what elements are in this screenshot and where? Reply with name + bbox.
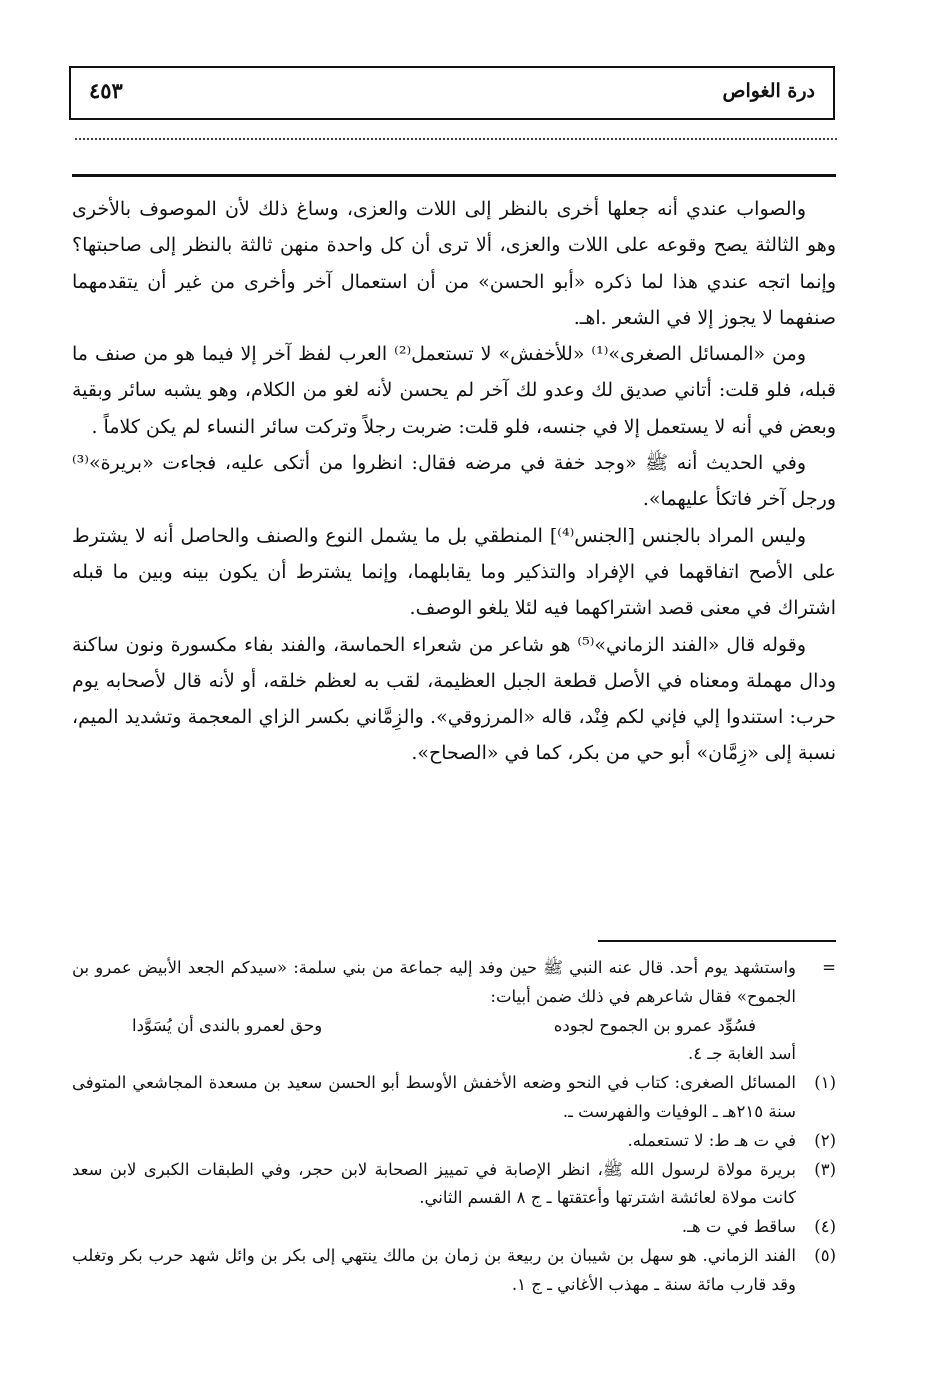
- footnote-continuation: [72, 954, 836, 1069]
- footnotes: [72, 954, 836, 1300]
- footnote-text: الفند الزماني. هو سهل بن شيبان بن ربيعة بن زمان بن مالك ينتهي إلى بكر بن وائل شهد حرب بكر وتغلب وقد قارب مائة سنة ـ مهذب الأغاني ـ ج ١.: [72, 1245, 796, 1294]
- footnote-text: بريرة مولاة لرسول الله ﷺ، انظر الإصابة في تمييز الصحابة لابن حجر، وفي الطبقات الكبرى لابن سعد كانت مولاة لعائشة اشترتها وأعتقتها ـ ج ٨ القسم الثاني.: [72, 1159, 796, 1208]
- verse: [72, 1012, 796, 1041]
- footnote-mark: (١): [814, 1073, 836, 1093]
- footnote-item: [72, 1213, 836, 1242]
- top-rule: [72, 174, 836, 177]
- footnote-text: واستشهد يوم أحد. قال عنه النبي ﷺ حين وفد إليه جماعة من بني سلمة: «سيدكم الجعد الأبيض عمرو بن الجموح» فقال شاعرهم في ذلك ضمن أبيات:: [72, 958, 796, 1006]
- footnote-source: أسد الغابة جـ ٤.: [687, 1044, 796, 1064]
- paragraph: وفي الحديث أنه ﷺ «وجد خفة في مرضه فقال: انظروا من أتكى عليه، فجاءت «بريرة»⁽³⁾ ورجل آخر فاتكأ عليهما».: [72, 452, 836, 511]
- footnote-text: ساقط في ت هـ.: [681, 1217, 796, 1237]
- paragraph: وليس المراد بالجنس [الجنس⁽⁴⁾] المنطقي بل ما يشمل النوع والصنف والحاصل أنه لا يشترط على الأصح اتفاقهما في الإفراد والتذكير وما يقابلهما، وإنما يشترط أن يكون بينه وبين ما قبله اشتراك في معنى قصد اشتراكهما فيه لئلا يلغو الوصف.: [72, 524, 836, 620]
- paragraph: والصواب عندي أنه جعلها أخرى بالنظر إلى اللات والعزى، وساغ ذلك لأن الموصوف بالأخرى وهو الثالثة يصح وقوعه على اللات والعزى، ألا ترى أن كل واحدة منهن ثالثة بالنظر إلى صاحبتها؟ وإنما اتجه عندي هذا لما ذكره «أبو الحسن» من أن استعمال آخر وأخرى من غير أن يتقدمهما صنفهما لا يجوز إلا في الشعر .اهـ.: [72, 198, 836, 329]
- footnote-mark: =: [822, 958, 836, 977]
- footnote-mark: (٤): [814, 1217, 836, 1237]
- footnote-mark: (٥): [814, 1245, 836, 1265]
- footnote-text: المسائل الصغرى: كتاب في النحو وضعه الأخفش الأوسط أبو الحسن سعيد بن مسعدة المجاشعي المتوفى سنة ٢١٥هـ ـ الوفيات والفهرست ـ.: [72, 1073, 796, 1121]
- verse-second-hemistich: وحق لعمرو بالندى أن يُسَوَّدا: [132, 1015, 323, 1035]
- footnote-rule: [598, 940, 836, 942]
- footnote-item: [72, 1242, 836, 1300]
- running-header: [69, 66, 835, 120]
- footnote-item: [72, 1156, 836, 1214]
- footnote-body: [72, 954, 796, 1069]
- main-text: [72, 191, 836, 772]
- verse-first-hemistich: فسُوِّد عمرو بن الجموح لجوده: [553, 1015, 756, 1035]
- footnote-text: في ت هـ ط: لا تستعمله.: [627, 1130, 796, 1150]
- dotted-separator: [75, 138, 837, 144]
- footnote-item: [72, 1127, 836, 1156]
- header-title: درة الغواص: [722, 80, 815, 102]
- paragraph: وقوله قال «الفند الزماني»⁽⁵⁾ هو شاعر من شعراء الحماسة، والفند بفاء مكسورة ونون ساكنة ودال مهملة ومعناه في الأصل قطعة الجبل العظيمة، لقب به لعظم خلقه، أو لأنه قال لأصحابه يوم حرب: استندوا إلي فإني لكم فِنْد، قاله «المرزوقي». والزِمَّاني بكسر الزاي المعجمة وتشديد الميم، نسبة إلى «زِمَّان» أبو حي من بكر، كما في «الصحاح».: [72, 633, 836, 765]
- page-number: ٤٥٣: [89, 78, 123, 103]
- paragraph: ومن «المسائل الصغرى»⁽¹⁾ «للأخفش» لا تستعمل⁽²⁾ العرب لفظ آخر إلا فيما هو من صنف ما قبله، فلو قلت: أتاني صديق لك وعدو لك آخر لم يحسن لأنه لغو من الكلام، وهو يشبه سائر وبقية وبعض في أنه لا يستعمل إلا في جنسه، فلو قلت: ضربت رجلاً وتركت سائر النساء لم يكن كلاماً .: [72, 343, 836, 438]
- footnote-item: [72, 1069, 836, 1127]
- footnote-mark: (٢): [814, 1130, 836, 1150]
- footnote-mark: (٣): [814, 1159, 836, 1179]
